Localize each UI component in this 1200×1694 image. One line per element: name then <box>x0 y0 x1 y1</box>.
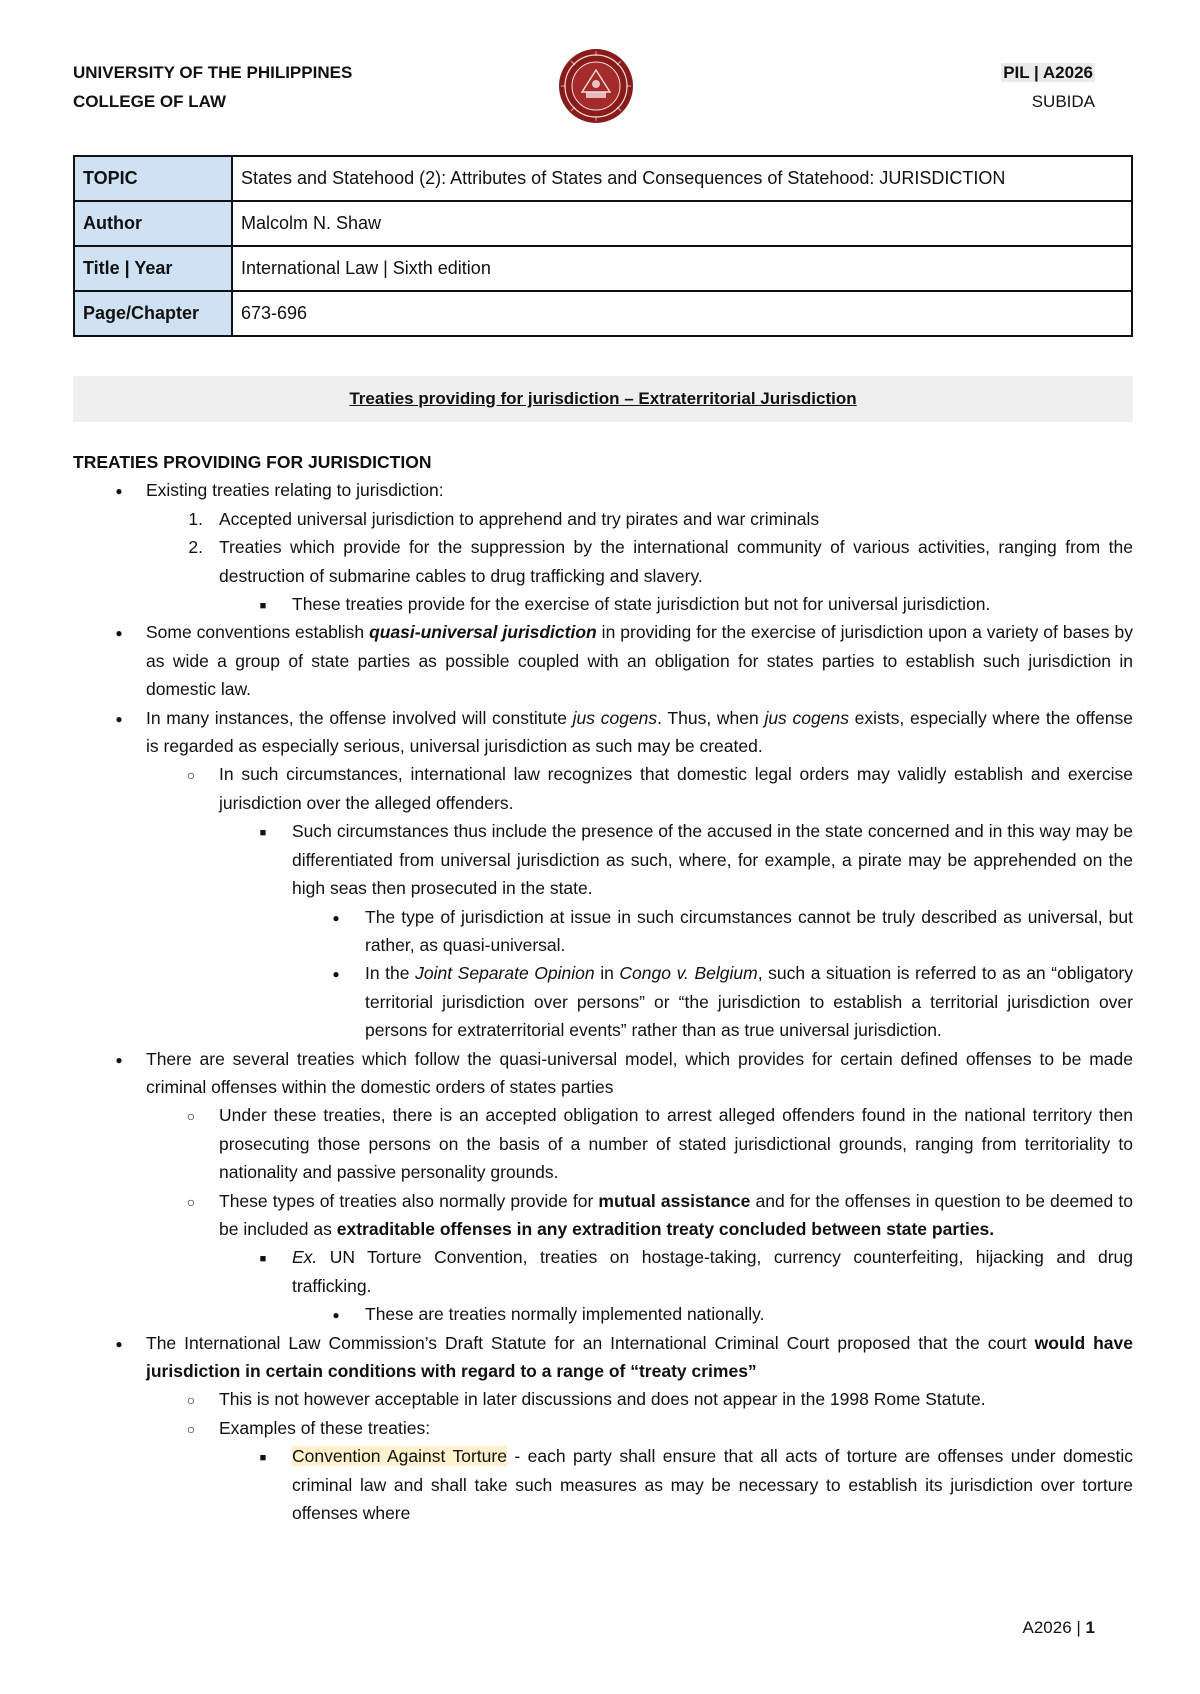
page-label: Page/Chapter <box>74 291 232 336</box>
bullet-icon <box>109 1045 129 1075</box>
course-subject: SUBIDA <box>1031 92 1095 111</box>
list-item: ● Some conventions establish quasi-universal jurisdiction in providing for the exercise of jurisdiction upon a variety of bases by as wide a group of state parties as possible coupled with an obligation for states parties to establish such jurisdiction in domestic law. <box>73 618 1133 703</box>
university-seal-icon <box>558 48 634 124</box>
list-item: ■ Ex. UN Torture Convention, treaties on hostage-taking, currency counterfeiting, hijacking and drug trafficking. <box>73 1243 1133 1300</box>
number-marker: 1. <box>188 508 203 529</box>
list-item: ● These are treaties normally implemented nationally. <box>73 1300 1133 1328</box>
list-item: ■ Convention Against Torture - each party shall ensure that all acts of torture are offenses under domestic criminal law and shall take such measures as may be necessary to establish its jurisdiction over torture offenses where <box>73 1442 1133 1527</box>
list-item: ○ These types of treaties also normally provide for mutual assistance and for the offenses in question to be deemed to be included as extraditable offenses in any extradition treaty concluded between state parties. <box>73 1187 1133 1244</box>
list-item: ● The International Law Commission’s Draft Statute for an International Criminal Court proposed that the court would have jurisdiction in certain conditions with regard to a range of “treaty crimes” <box>73 1329 1133 1386</box>
bullet-icon <box>109 1329 129 1359</box>
header-institution <box>73 58 352 116</box>
list-item: ● Existing treaties relating to jurisdiction: <box>73 476 1133 504</box>
author-value: Malcolm N. Shaw <box>232 201 1132 246</box>
square-bullet-icon <box>253 1243 273 1274</box>
list-item: ● In the Joint Separate Opinion in Congo v. Belgium, such a situation is referred to as an “obligatory territorial jurisdiction over persons” or “the jurisdiction to establish a territorial jurisdiction over persons for extraterritorial events” rather than as true universal jurisdiction. <box>73 959 1133 1044</box>
list-item: ■ Such circumstances thus include the presence of the accused in the state concerned and in this way may be differentiated from universal jurisdiction as such, where, for example, a pirate may be apprehended on the high seas then prosecuted in the state. <box>73 817 1133 902</box>
list-item: ● In many instances, the offense involved will constitute jus cogens. Thus, when jus cogens exists, especially where the offense is regarded as especially serious, universal jurisdiction as such may be created. <box>73 704 1133 761</box>
bullet-icon <box>109 476 129 506</box>
author-label: Author <box>74 201 232 246</box>
list-item: ○ Under these treaties, there is an accepted obligation to arrest alleged offenders found in the national territory then prosecuting those persons on the basis of a number of stated jurisdictional grounds, ranging from territoriality to nationality and passive personality grounds. <box>73 1101 1133 1186</box>
list-item: ○ Examples of these treaties: <box>73 1414 1133 1442</box>
circle-bullet-icon <box>181 1101 201 1130</box>
bullet-icon <box>326 903 346 933</box>
college-name: COLLEGE OF LAW <box>73 92 226 111</box>
table-row <box>74 291 1132 336</box>
bullet-icon <box>326 959 346 989</box>
page-footer <box>1023 1618 1096 1638</box>
number-marker: 2. <box>188 537 203 558</box>
bullet-icon <box>326 1300 346 1330</box>
notes-content <box>73 448 1133 1527</box>
list-item: ○ This is not however acceptable in later discussions and does not appear in the 1998 Rome Statute. <box>73 1385 1133 1413</box>
table-row <box>74 201 1132 246</box>
header-course <box>1001 58 1095 116</box>
highlighted-text: Convention Against Torture <box>292 1446 507 1467</box>
reading-info-table <box>73 155 1133 337</box>
list-item: ○ In such circumstances, international law recognizes that domestic legal orders may validly establish and exercise jurisdiction over the alleged offenders. <box>73 760 1133 817</box>
circle-bullet-icon <box>181 1187 201 1216</box>
page-value: 673-696 <box>232 291 1132 336</box>
page-number: 1 <box>1085 1618 1095 1637</box>
list-item: 2. Treaties which provide for the suppression by the international community of various activities, ranging from the destruction of submarine cables to drug trafficking and slavery. <box>73 533 1133 590</box>
university-name: UNIVERSITY OF THE PHILIPPINES <box>73 63 353 82</box>
circle-bullet-icon <box>181 1385 201 1414</box>
circle-bullet-icon <box>181 760 201 789</box>
bullet-icon <box>109 704 129 734</box>
square-bullet-icon <box>253 1442 273 1473</box>
bullet-icon <box>109 618 129 648</box>
list-item: ■ These treaties provide for the exercise of state jurisdiction but not for universal jurisdiction. <box>73 590 1133 618</box>
notes-list <box>73 476 1133 1527</box>
footer-label: A2026 | <box>1022 1618 1086 1637</box>
topic-label: TOPIC <box>74 156 232 201</box>
course-code: PIL | A2026 <box>1003 63 1093 82</box>
square-bullet-icon <box>253 817 273 848</box>
square-bullet-icon <box>253 590 273 621</box>
list-item: 1. Accepted universal jurisdiction to apprehend and try pirates and war criminals <box>73 505 1133 533</box>
list-item: ● There are several treaties which follow the quasi-universal model, which provides for certain defined offenses to be made criminal offenses within the domestic orders of states parties <box>73 1045 1133 1102</box>
section-banner: Treaties providing for jurisdiction – Extraterritorial Jurisdiction <box>73 376 1133 422</box>
table-row <box>74 156 1132 201</box>
title-label: Title | Year <box>74 246 232 291</box>
title-value: International Law | Sixth edition <box>232 246 1132 291</box>
topic-value: States and Statehood (2): Attributes of States and Consequences of Statehood: JURISDICTION <box>232 156 1132 201</box>
list-item: ● The type of jurisdiction at issue in such circumstances cannot be truly described as universal, but rather, as quasi-universal. <box>73 903 1133 960</box>
section-heading: TREATIES PROVIDING FOR JURISDICTION <box>73 452 432 472</box>
table-row <box>74 246 1132 291</box>
circle-bullet-icon <box>181 1414 201 1443</box>
